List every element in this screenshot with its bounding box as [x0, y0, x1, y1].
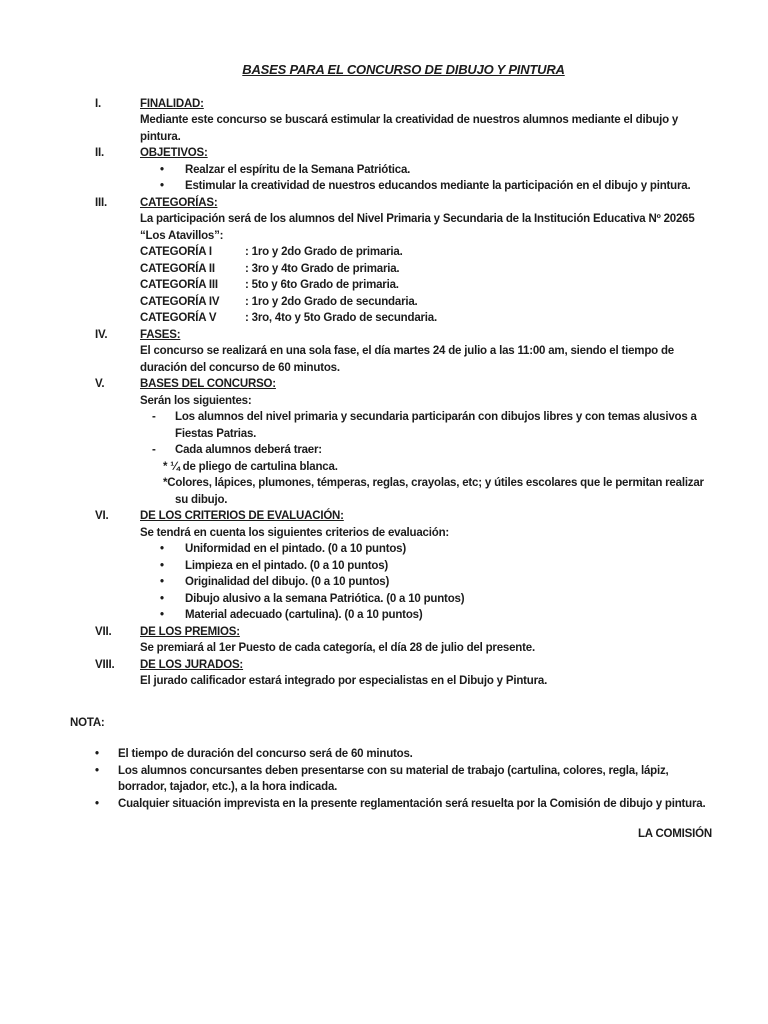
nota-bullet-item: • El tiempo de duración del concurso será de 60 minutos. [70, 746, 712, 763]
nota-bullet-item: • Los alumnos concursantes deben presentarse con su material de trabajo (cartulina, colores, regla, lápiz, borrador, tajador, etc.), a la hora indicada. [70, 763, 712, 796]
category-row [140, 244, 712, 261]
section-criterios-evaluacion [95, 508, 712, 624]
category-value: : 3ro y 4to Grado de primaria. [245, 262, 400, 275]
category-value: : 1ro y 2do Grado de primaria. [245, 246, 403, 258]
section-numeral: VIII. [95, 658, 115, 671]
dash-item-text: - Cada alumnos deberá traer: [175, 444, 322, 456]
section-heading: DE LOS JURADOS: [140, 658, 244, 671]
signature: LA COMISIÓN [637, 828, 712, 840]
category-value: : 1ro y 2do Grado de secundaria. [245, 295, 418, 308]
section-fases [95, 327, 712, 377]
section-numeral: II. [95, 147, 104, 159]
category-label: CATEGORÍA III [140, 279, 218, 291]
section-paragraph: El jurado calificador estará integrado por especialistas en el Dibujo y Pintura. [140, 675, 548, 687]
category-row [140, 277, 712, 294]
section-finalidad [95, 96, 712, 146]
bullet-item: • Uniformidad en el pintado. (0 a 10 puntos) [140, 541, 712, 558]
section-paragraph: El concurso se realizará en una sola fase, el día martes 24 de julio a las 11:00 am, siendo el tiempo de duración del concurso de 60 minutos. [140, 345, 674, 374]
category-value: : 5to y 6to Grado de primaria. [245, 279, 399, 291]
category-label: CATEGORÍA IV [140, 295, 220, 308]
section-bases-del-concurso [95, 376, 712, 508]
section-numeral: VI. [95, 510, 109, 522]
section-numeral: III. [95, 196, 107, 209]
bullet-item: • Material adecuado (cartulina). (0 a 10 puntos) [140, 607, 712, 624]
section-heading: DE LOS CRITERIOS DE EVALUACIÓN: [140, 510, 344, 522]
nota-section [70, 715, 712, 843]
section-heading: OBJETIVOS: [140, 147, 208, 159]
material-item: * ¼ de pliego de cartulina blanca. [163, 460, 338, 473]
section-heading: CATEGORÍAS: [140, 196, 218, 209]
section-objetivos [95, 145, 712, 195]
nota-bullet-item: • Cualquier situación imprevista en la presente reglamentación será resuelta por la Comisión de dibujo y pintura. [70, 796, 712, 813]
section-paragraph: Serán los siguientes: [140, 394, 252, 407]
section-paragraph: Se tendrá en cuenta los siguientes criterios de evaluación: [140, 526, 450, 539]
section-categorias [95, 195, 712, 327]
section-premios [95, 624, 712, 657]
category-label: CATEGORÍA II [140, 262, 215, 275]
section-numeral: V. [95, 378, 105, 390]
material-item: *Colores, lápices, plumones, témperas, reglas, crayolas, etc; y útiles escolares que le permitan realizar su dibujo. [163, 477, 704, 506]
section-paragraph: La participación será de los alumnos del Nivel Primaria y Secundaria de la Institución Educativa Nº 20265 “Los Atavillos”: [140, 213, 695, 242]
category-label: CATEGORÍA V [140, 312, 217, 324]
section-numeral: IV. [95, 328, 108, 341]
document-title: BASES PARA EL CONCURSO DE DIBUJO Y PINTURA [242, 62, 565, 77]
category-row [140, 310, 712, 327]
dash-item: - Los alumnos del nivel primaria y secundaria participarán con dibujos libres y con temas alusivos a Fiestas Patrias. [140, 409, 712, 442]
section-heading: DE LOS PREMIOS: [140, 625, 240, 638]
category-label: CATEGORÍA I [140, 246, 212, 258]
category-value: : 3ro, 4to y 5to Grado de secundaria. [245, 312, 437, 324]
bullet-item: • Realzar el espíritu de la Semana Patriótica. [140, 162, 712, 179]
section-heading: FASES: [140, 328, 181, 341]
section-paragraph: Mediante este concurso se buscará estimular la creatividad de nuestros alumnos mediante el dibujo y pintura. [140, 114, 679, 143]
category-row [140, 294, 712, 311]
section-numeral: I. [95, 97, 101, 110]
section-heading: BASES DEL CONCURSO: [140, 378, 276, 390]
bullet-item: • Dibujo alusivo a la semana Patriótica. (0 a 10 puntos) [140, 591, 712, 608]
section-heading: FINALIDAD: [140, 97, 204, 110]
nota-heading: NOTA: [70, 716, 105, 729]
section-numeral: VII. [95, 625, 112, 638]
section-jurados [95, 657, 712, 690]
bullet-item: • Limpieza en el pintado. (0 a 10 puntos) [140, 558, 712, 575]
section-paragraph: Se premiará al 1er Puesto de cada categoría, el día 28 de julio del presente. [140, 642, 535, 654]
dash-item [140, 442, 712, 459]
bullet-item: • Originalidad del dibujo. (0 a 10 puntos) [140, 574, 712, 591]
category-row [140, 261, 712, 278]
bullet-item: • Estimular la creatividad de nuestros educandos mediante la participación en el dibujo y pintura. [140, 178, 712, 195]
